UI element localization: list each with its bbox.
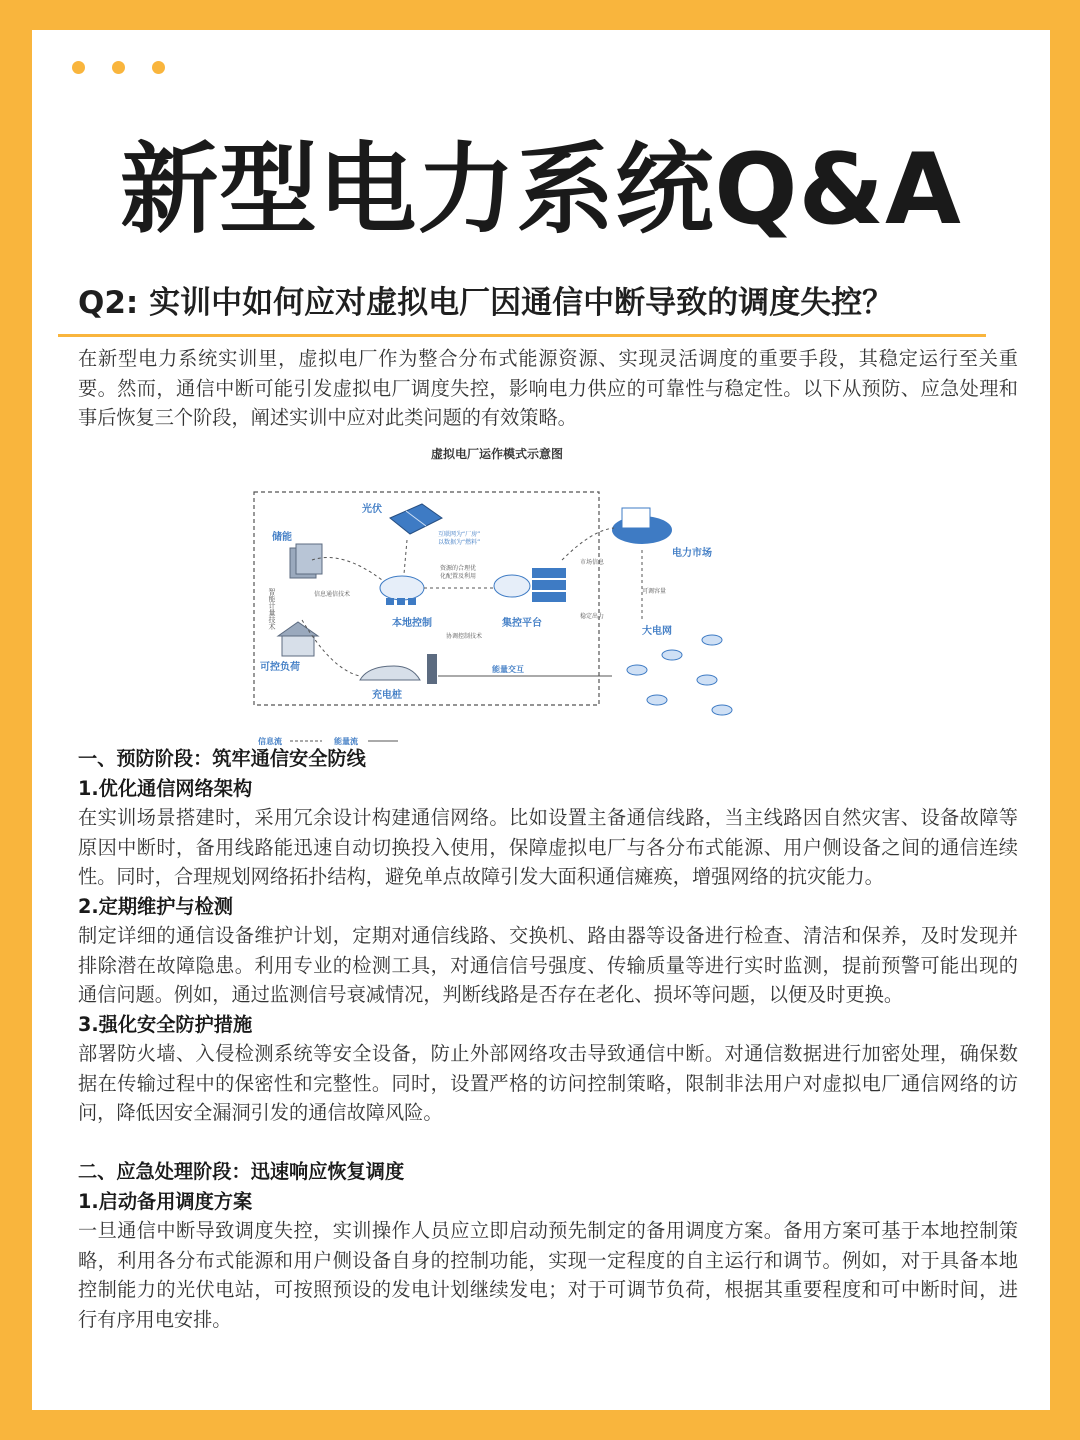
note-optimize-1: 资源的合理优 — [440, 565, 477, 572]
s1-item2-text: 制定详细的通信设备维护计划，定期对通信线路、交换机、路由器等设备进行检查、清洁和保养，及时发现并排除潜在故障隐患。利用专业的检测工具，对通信信号强度、传输质量等进行实时监测，提前预警可能出现的通信问题。例如，通过监测信号衰减情况，判断线路是否存在老化、损坏等问题，以便及时更换。 — [78, 924, 1018, 1006]
grid-icon — [627, 635, 732, 715]
label-charger: 充电桩 — [372, 690, 402, 701]
intro-paragraph: 在新型电力系统实训里，虚拟电厂作为整合分布式能源资源、实现灵活调度的重要手段，其稳定运行至关重要。然而，通信中断可能引发虚拟电厂调度失控，影响电力供应的可靠性与稳定性。以下从预防、应急处理和事后恢复三个阶段，阐述实训中应对此类问题的有效策略。 — [78, 347, 1018, 429]
label-storage: 储能 — [272, 532, 292, 543]
label-pv: 光伏 — [362, 504, 382, 515]
dot-1 — [72, 61, 85, 74]
s1-item1-title: 1.优化通信网络架构 — [78, 776, 253, 800]
legend-info: 信息流 — [258, 737, 282, 746]
label-capacity: 可调容量 — [642, 588, 667, 595]
house-load-icon — [278, 622, 318, 656]
s1-item3-title: 3.强化安全防护措施 — [78, 1012, 253, 1036]
label-info-tech: 信息通信技术 — [314, 591, 351, 598]
note-optimize-2: 化配置及利用 — [440, 573, 477, 580]
server-platform-icon — [494, 568, 566, 602]
label-load: 可控负荷 — [260, 662, 300, 673]
info-flow-3 — [562, 528, 614, 560]
content — [78, 744, 1018, 1334]
label-market: 电力市场 — [672, 548, 712, 559]
label-local-control: 本地控制 — [392, 618, 432, 629]
label-platform: 集控平台 — [502, 618, 542, 629]
vpp-diagram — [242, 440, 752, 750]
page-title: 新型电力系统Q&A — [120, 133, 962, 247]
section1-heading: 一、预防阶段：筑牢通信安全防线 — [78, 747, 366, 770]
label-market-info: 市场信息 — [580, 559, 605, 566]
market-icon — [612, 508, 672, 544]
solar-panel-icon — [390, 504, 442, 534]
ev-charger-icon — [360, 654, 437, 684]
dot-2 — [112, 61, 125, 74]
spacer — [78, 1128, 1018, 1158]
note-internet-1: 互联网为“厂房” — [438, 531, 481, 538]
question-heading: Q2: 实训中如何应对虚拟电厂因通信中断导致的调度失控？ — [78, 285, 894, 321]
label-grid: 大电网 — [642, 626, 672, 637]
info-flow-6 — [404, 540, 407, 574]
s2-item1-title: 1.启动备用调度方案 — [78, 1189, 253, 1213]
section2-heading: 二、应急处理阶段：迅速响应恢复调度 — [78, 1160, 405, 1183]
dot-3 — [152, 61, 165, 74]
s1-item3-text: 部署防火墙、入侵检测系统等安全设备，防止外部网络攻击导致通信中断。对通信数据进行加密处理，确保数据在传输过程中的保密性和完整性。同时，设置严格的访问控制策略，限制非法用户对虚拟电厂通信网络的访问，降低因安全漏洞引发的通信故障风险。 — [78, 1042, 1018, 1124]
s1-item2-title: 2.定期维护与检测 — [78, 894, 233, 918]
legend-energy: 能量流 — [334, 737, 358, 746]
s2-item1-text: 一旦通信中断导致调度失控，实训操作人员应立即启动预先制定的备用调度方案。备用方案可基于本地控制策略，利用各分布式能源和用户侧设备自身的控制功能，实现一定程度的自主运行和调节。例如，对于具备本地控制能力的光伏电站，可按照预设的发电计划继续发电；对于可调节负荷，根据其重要程度和可中断时间，进行有序用电安排。 — [78, 1219, 1018, 1331]
label-coord-tech: 协调控制技术 — [446, 633, 483, 640]
card — [32, 30, 1050, 1410]
s1-item1-text: 在实训场景搭建时，采用冗余设计构建通信网络。比如设置主备通信线路，当主线路因自然灾害、设备故障等原因中断时，备用线路能迅速自动切换投入使用，保障虚拟电厂与各分布式能源、用户侧设备之间的通信连续性。同时，合理规划网络拓扑结构，避免单点故障引发大面积通信瘫痪，增强网络的抗灾能力。 — [78, 806, 1018, 888]
diagram-title: 虚拟电厂运作模式示意图 — [430, 447, 564, 461]
cloud-local-control-icon — [380, 576, 424, 605]
label-energy-exchange: 能量交互 — [492, 665, 524, 674]
label-metering: 智能计量技术 — [268, 588, 276, 630]
note-internet-2: 以数据为“燃料” — [438, 539, 481, 546]
question-underline — [58, 334, 986, 337]
battery-storage-icon — [290, 544, 322, 578]
label-stable-output: 稳定出力 — [580, 613, 605, 620]
